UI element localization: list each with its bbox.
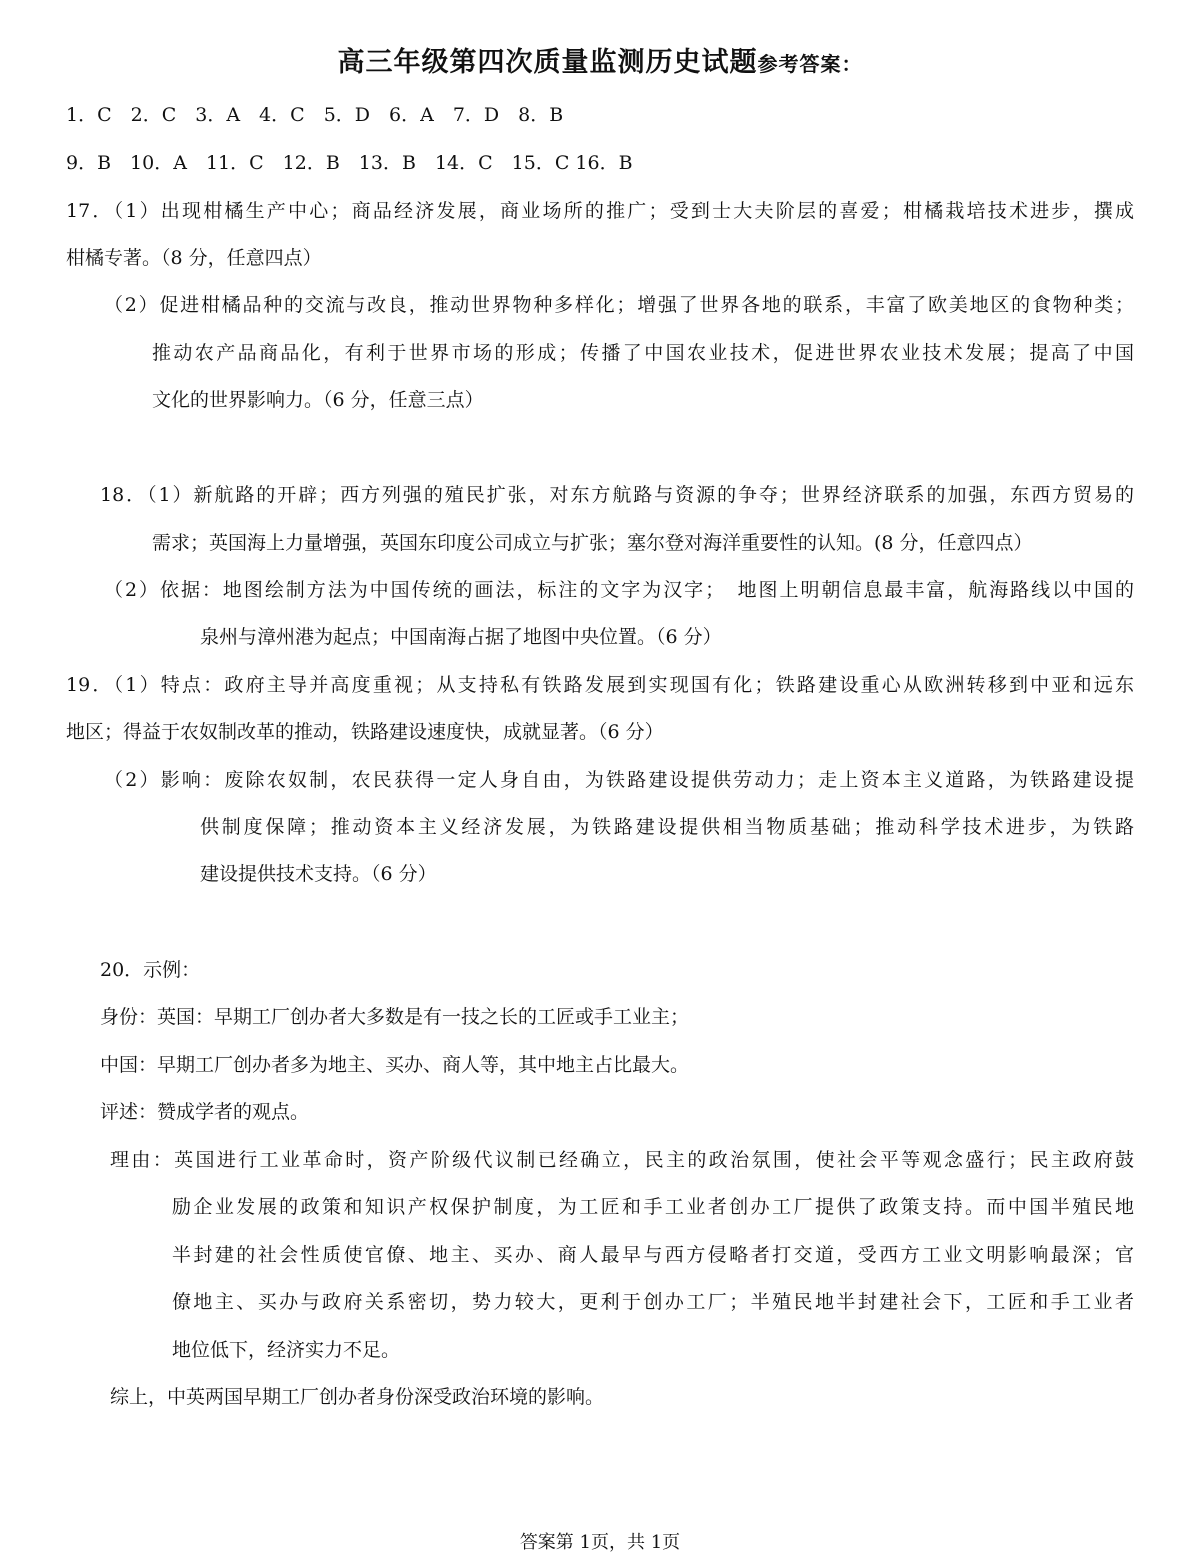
q20-china: 中国：早期工厂创办者多为地主、买办、商人等，其中地主占比最大。 (100, 1054, 690, 1076)
q20-identity: 身份：英国：早期工厂创办者大多数是有一技之长的工匠或手工业主； (100, 1006, 690, 1028)
q17-part1-line1: 17．（1）出现柑橘生产中心；商品经济发展，商业场所的推广；受到士大夫阶层的喜爱；柑橘栽培技术进步，撰成 (66, 200, 1134, 222)
mc-answers-line-1: 1．C 2．C 3．A 4．C 5．D 6．A 7．D 8．B (66, 104, 564, 126)
q20-comment: 评述：赞成学者的观点。 (100, 1101, 310, 1123)
q20-reason-line4: 僚地主、买办与政府关系密切，势力较大，更利于创办工厂；半殖民地半封建社会下，工匠和手工业者 (172, 1291, 1134, 1313)
page-footer: 答案第 1页，共 1页 (519, 1532, 681, 1553)
mc-answers-line-2: 9．B 10．A 11．C 12．B 13．B 14．C 15．C 16．B (66, 152, 633, 174)
q20-reason-line5: 地位低下，经济实力不足。 (172, 1339, 401, 1361)
title-suffix: 参考答案： (757, 52, 863, 76)
q19-part1-line2: 地区；得益于农奴制改革的推动，铁路建设速度快，成就显著。（6 分） (66, 721, 664, 743)
q20-heading: 20．示例： (100, 959, 201, 981)
q19-part1-line1: 19．（1）特点：政府主导并高度重视；从支持私有铁路发展到实现国有化；铁路建设重心从欧洲转移到中亚和远东 (66, 674, 1134, 696)
q17-part2-line1: （2）促进柑橘品种的交流与改良，推动世界物种多样化；增强了世界各地的联系，丰富了欧美地区的食物种类； (104, 294, 1134, 316)
q20-reason-line3: 半封建的社会性质使官僚、地主、买办、商人最早与西方侵略者打交道，受西方工业文明影响最深；官 (172, 1244, 1134, 1266)
title-main: 高三年级第四次质量监测历史试题 (337, 47, 758, 78)
q19-part2-line1: （2）影响：废除农奴制，农民获得一定人身自由，为铁路建设提供劳动力；走上资本主义道路，为铁路建设提 (104, 769, 1134, 791)
q18-part1-line1: 18．（1）新航路的开辟；西方列强的殖民扩张，对东方航路与资源的争夺；世界经济联系的加强，东西方贸易的 (100, 484, 1134, 506)
q18-part2-line1: （2）依据：地图绘制方法为中国传统的画法，标注的文字为汉字； 地图上明朝信息最丰富，航海路线以中国的 (104, 579, 1134, 601)
q17-part2-line2: 推动农产品商品化，有利于世界市场的形成；传播了中国农业技术，促进世界农业技术发展；提高了中国 (152, 342, 1134, 364)
q20-summary: 综上，中英两国早期工厂创办者身份深受政治环境的影响。 (110, 1386, 605, 1408)
q18-part2-line2: 泉州与漳州港为起点；中国南海占据了地图中央位置。（6 分） (200, 626, 722, 648)
q17-part1-line2: 柑橘专著。（8 分，任意四点） (66, 247, 322, 269)
q17-part2-line3: 文化的世界影响力。（6 分，任意三点） (152, 389, 484, 411)
page-title (0, 40, 1200, 79)
q20-reason-line1: 理由：英国进行工业革命时，资产阶级代议制已经确立，民主的政治氛围，使社会平等观念盛行；民主政府鼓 (110, 1149, 1134, 1171)
q19-part2-line2: 供制度保障；推动资本主义经济发展，为铁路建设提供相当物质基础；推动科学技术进步，为铁路 (200, 816, 1134, 838)
q19-part2-line3: 建设提供技术支持。（6 分） (200, 863, 437, 885)
q20-reason-line2: 励企业发展的政策和知识产权保护制度，为工匠和手工业者创办工厂提供了政策支持。而中国半殖民地 (172, 1196, 1134, 1218)
q18-part1-line2: 需求；英国海上力量增强，英国东印度公司成立与扩张；塞尔登对海洋重要性的认知。(8 分，任意四点） (152, 532, 1033, 554)
